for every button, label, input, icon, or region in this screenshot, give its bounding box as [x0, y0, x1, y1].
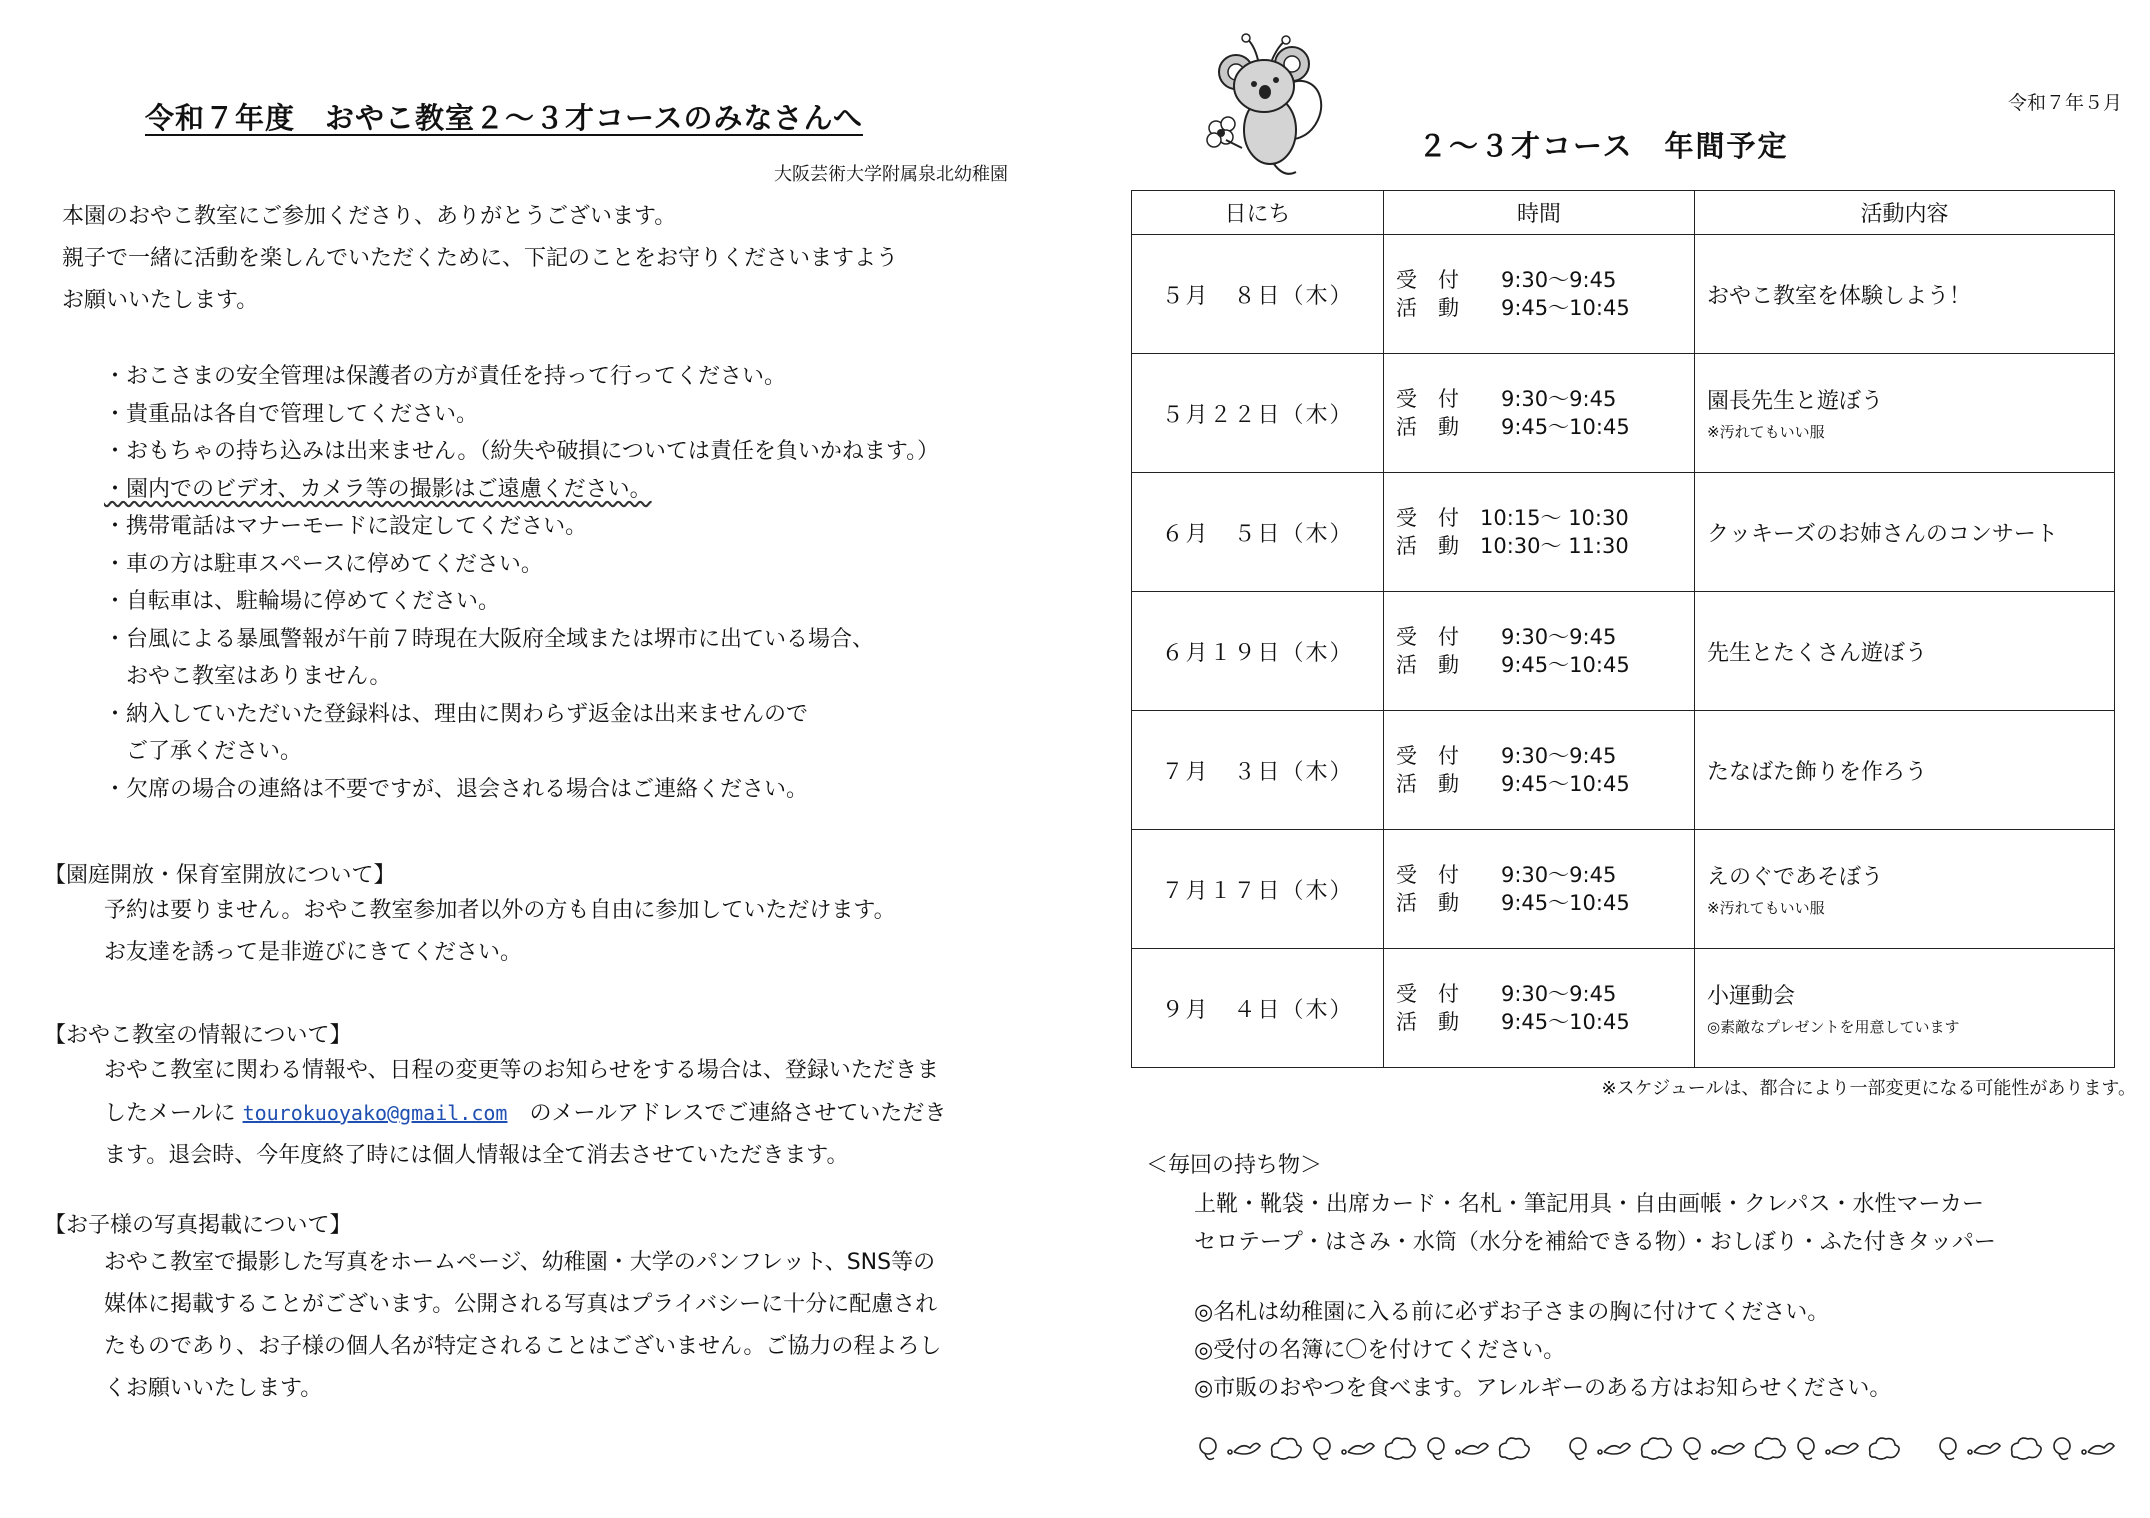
info-line-email [104, 1092, 946, 1135]
items-line: セロテープ・はさみ・水筒（水分を補給できる物）・おしぼり・ふた付きタッパー [1194, 1230, 1996, 1255]
row-date: ７月 ３日（木） [1132, 711, 1384, 830]
header-activity: 活動内容 [1695, 191, 2115, 235]
face-doodle-icon [1570, 1438, 1586, 1459]
bird-doodle-icon [1598, 1443, 1630, 1454]
photo-line: 媒体に掲載することがございます。公開される写真はプライバシーに十分に配慮され [104, 1292, 938, 1317]
row-date: ６月 ５日（木） [1132, 473, 1384, 592]
row-time [1384, 473, 1695, 592]
activity-text: 小運動会 [1707, 984, 1796, 1009]
info-line: おやこ教室に関わる情報や、日程の変更等のお知らせをする場合は、登録いただきま [104, 1058, 939, 1083]
reception-time: 受 付 9:30～9:45 [1396, 387, 1617, 411]
row-activity [1695, 830, 2115, 949]
schedule-title: ２～３才コース 年間予定 [1418, 129, 1789, 163]
reception-time: 受 付 9:30～9:45 [1396, 982, 1617, 1006]
bird-doodle-icon [2082, 1443, 2114, 1454]
info-line-post: のメールアドレスでご連絡させていただき [507, 1101, 947, 1126]
activity-time: 活 動 9:45～10:45 [1396, 1010, 1630, 1034]
intro-line: 親子で一緒に活動を楽しんでいただくために、下記のことをお守りくださいますよう [62, 246, 899, 271]
activity-time: 活 動 9:45～10:45 [1396, 296, 1630, 320]
activity-note: ◎素敵なプレゼントを用意しています [1707, 1018, 1960, 1036]
photo-line: たものであり、お子様の個人名が特定されることはございません。ご協力の程よろし [104, 1334, 942, 1359]
bird-doodle-icon [1968, 1443, 2000, 1454]
row-activity [1695, 235, 2115, 354]
activity-note: ※汚れてもいい服 [1707, 423, 1825, 441]
table-row [1132, 711, 2115, 830]
rule-item: ・納入していただいた登録料は、理由に関わらず返金は出来ませんので [104, 701, 809, 727]
right-page [1080, 0, 2150, 1518]
face-doodle-icon [1940, 1438, 1956, 1459]
bird-doodle-icon [1228, 1443, 1260, 1454]
rule-item: ご了承ください。 [104, 739, 303, 764]
cloud-doodle-icon [1500, 1438, 1529, 1459]
face-doodle-icon [1798, 1438, 1814, 1459]
school-name: 大阪芸術大学附属泉北幼稚園 [774, 164, 1008, 185]
rule-item-text: ・園内でのビデオ、カメラ等の撮影はご遠慮ください。 [104, 476, 652, 502]
garden-line: お友達を誘って是非遊びにきてください。 [104, 940, 523, 965]
row-activity [1695, 592, 2115, 711]
activity-time: 活 動 9:45～10:45 [1396, 772, 1630, 796]
row-date: ５月２２日（木） [1132, 354, 1384, 473]
notice-item: ◎市販のおやつを食べます。アレルギーのある方はお知らせください。 [1194, 1376, 1892, 1401]
reception-time: 受 付 9:30～9:45 [1396, 744, 1617, 768]
reception-time: 受 付 9:30～9:45 [1396, 863, 1617, 887]
activity-note: ※汚れてもいい服 [1707, 899, 1825, 917]
reception-time: 受 付 9:30～9:45 [1396, 268, 1617, 292]
activity-text: えのぐであそぼう [1707, 865, 1884, 890]
table-row [1132, 592, 2115, 711]
bird-doodle-icon [1826, 1443, 1858, 1454]
row-activity [1695, 949, 2115, 1068]
table-row [1132, 354, 2115, 473]
activity-time: 活 動 9:45～10:45 [1396, 415, 1630, 439]
row-activity [1695, 354, 2115, 473]
info-line: ます。退会時、今年度終了時には個人情報は全て消去させていただきます。 [104, 1143, 849, 1168]
row-activity [1695, 473, 2115, 592]
bird-doodle-icon [1712, 1443, 1744, 1454]
cloud-doodle-icon [1272, 1438, 1301, 1459]
bird-doodle-icon [1342, 1443, 1374, 1454]
table-row [1132, 830, 2115, 949]
info-body [104, 1050, 946, 1177]
garden-body [104, 890, 896, 974]
cloud-doodle-icon [2012, 1438, 2041, 1459]
garden-line: 予約は要りません。おやこ教室参加者以外の方も自由に参加していただけます。 [104, 898, 896, 923]
rules-list [104, 358, 939, 808]
intro-line: 本園のおやこ教室にご参加くださり、ありがとうございます。 [62, 204, 677, 229]
face-doodle-icon [1200, 1438, 1216, 1459]
face-doodle-icon [2054, 1438, 2070, 1459]
table-row [1132, 473, 2115, 592]
items-line: 上靴・靴袋・出席カード・名札・筆記用具・自由画帳・クレパス・水性マーカー [1194, 1192, 1985, 1217]
activity-text: 園長先生と遊ぼう [1707, 389, 1884, 414]
rule-item: ・自転車は、駐輪場に停めてください。 [104, 589, 501, 614]
cloud-doodle-icon [1756, 1438, 1785, 1459]
intro-paragraph [62, 196, 898, 322]
activity-text: クッキーズのお姉さんのコンサート [1707, 521, 2058, 547]
activity-time: 活 動 10:30～ 11:30 [1396, 534, 1629, 558]
items-list [1194, 1186, 1996, 1262]
activity-text: おやこ教室を体験しよう！ [1707, 283, 1972, 309]
photo-line: くお願いいたします。 [104, 1376, 323, 1401]
header-date: 日にち [1132, 191, 1384, 235]
schedule-note: ※スケジュールは、都合により一部変更になる可能性があります。 [1601, 1078, 2136, 1099]
activity-time: 活 動 9:45～10:45 [1396, 891, 1630, 915]
reception-time: 受 付 9:30～9:45 [1396, 625, 1617, 649]
schedule-table [1131, 190, 2115, 1068]
garden-heading: 【園庭開放・保育室開放について】 [44, 863, 396, 888]
row-time [1384, 354, 1695, 473]
header-time: 時間 [1384, 191, 1695, 235]
activity-text: たなばた飾りを作ろう [1707, 759, 1928, 785]
row-time [1384, 235, 1695, 354]
items-title: ＜毎回の持ち物＞ [1146, 1153, 1323, 1178]
row-time [1384, 949, 1695, 1068]
koala-angel-icon [1188, 30, 1338, 180]
rule-item: ・携帯電話はマナーモードに設定してください。 [104, 514, 588, 539]
reception-time: 受 付 10:15～ 10:30 [1396, 506, 1629, 530]
notice-item: ◎受付の名簿に〇を付けてください。 [1194, 1338, 1566, 1363]
info-heading: 【おやこ教室の情報について】 [44, 1023, 352, 1048]
face-doodle-icon [1314, 1438, 1330, 1459]
doodle-border-icon [1196, 1428, 2116, 1468]
rule-item-photo-restriction [104, 471, 939, 509]
email-link[interactable]: tourokuoyako@gmail.com [242, 1101, 508, 1125]
page-title: 令和７年度 おやこ教室２～３才コースのみなさんへ [145, 101, 863, 135]
rule-item: ・車の方は駐車スペースに停めてください。 [104, 551, 543, 577]
face-doodle-icon [1428, 1438, 1444, 1459]
row-time [1384, 592, 1695, 711]
face-doodle-icon [1684, 1438, 1700, 1459]
rule-item: ・おこさまの安全管理は保護者の方が責任を持って行ってください。 [104, 364, 787, 389]
row-time [1384, 830, 1695, 949]
cloud-doodle-icon [1386, 1438, 1415, 1459]
rule-item: おやこ教室はありません。 [104, 664, 392, 689]
notices-list [1194, 1294, 1891, 1408]
photo-line: おやこ教室で撮影した写真をホームページ、幼稚園・大学のパンフレット、SNS等の [104, 1250, 936, 1275]
activity-text: 先生とたくさん遊ぼう [1707, 640, 1928, 666]
rule-item: ・おもちゃの持ち込みは出来ません。（紛失や破損については責任を負いかねます。） [104, 439, 940, 464]
rule-item: ・貴重品は各自で管理してください。 [104, 401, 479, 427]
row-date: ９月 ４日（木） [1132, 949, 1384, 1068]
photo-heading: 【お子様の写真掲載について】 [44, 1213, 352, 1238]
info-line-pre: したメールに [104, 1101, 243, 1126]
bird-doodle-icon [1456, 1443, 1488, 1454]
notice-item: ◎名札は幼稚園に入る前に必ずお子さまの胸に付けてください。 [1194, 1300, 1830, 1325]
row-date: ５月 ８日（木） [1132, 235, 1384, 354]
rule-item: ・欠席の場合の連絡は不要ですが、退会される場合はご連絡ください。 [104, 776, 809, 802]
cloud-doodle-icon [1642, 1438, 1671, 1459]
activity-time: 活 動 9:45～10:45 [1396, 653, 1630, 677]
table-row [1132, 235, 2115, 354]
row-activity [1695, 711, 2115, 830]
row-date: ７月１７日（木） [1132, 830, 1384, 949]
cloud-doodle-icon [1870, 1438, 1899, 1459]
photo-body [104, 1242, 941, 1410]
row-date: ６月１９日（木） [1132, 592, 1384, 711]
row-time [1384, 711, 1695, 830]
table-header-row [1132, 191, 2115, 235]
intro-line: お願いいたします。 [62, 288, 259, 313]
table-row [1132, 949, 2115, 1068]
issue-date: 令和７年５月 [2007, 92, 2122, 114]
rule-item: ・台風による暴風警報が午前７時現在大阪府全域または堺市に出ている場合、 [104, 626, 875, 652]
